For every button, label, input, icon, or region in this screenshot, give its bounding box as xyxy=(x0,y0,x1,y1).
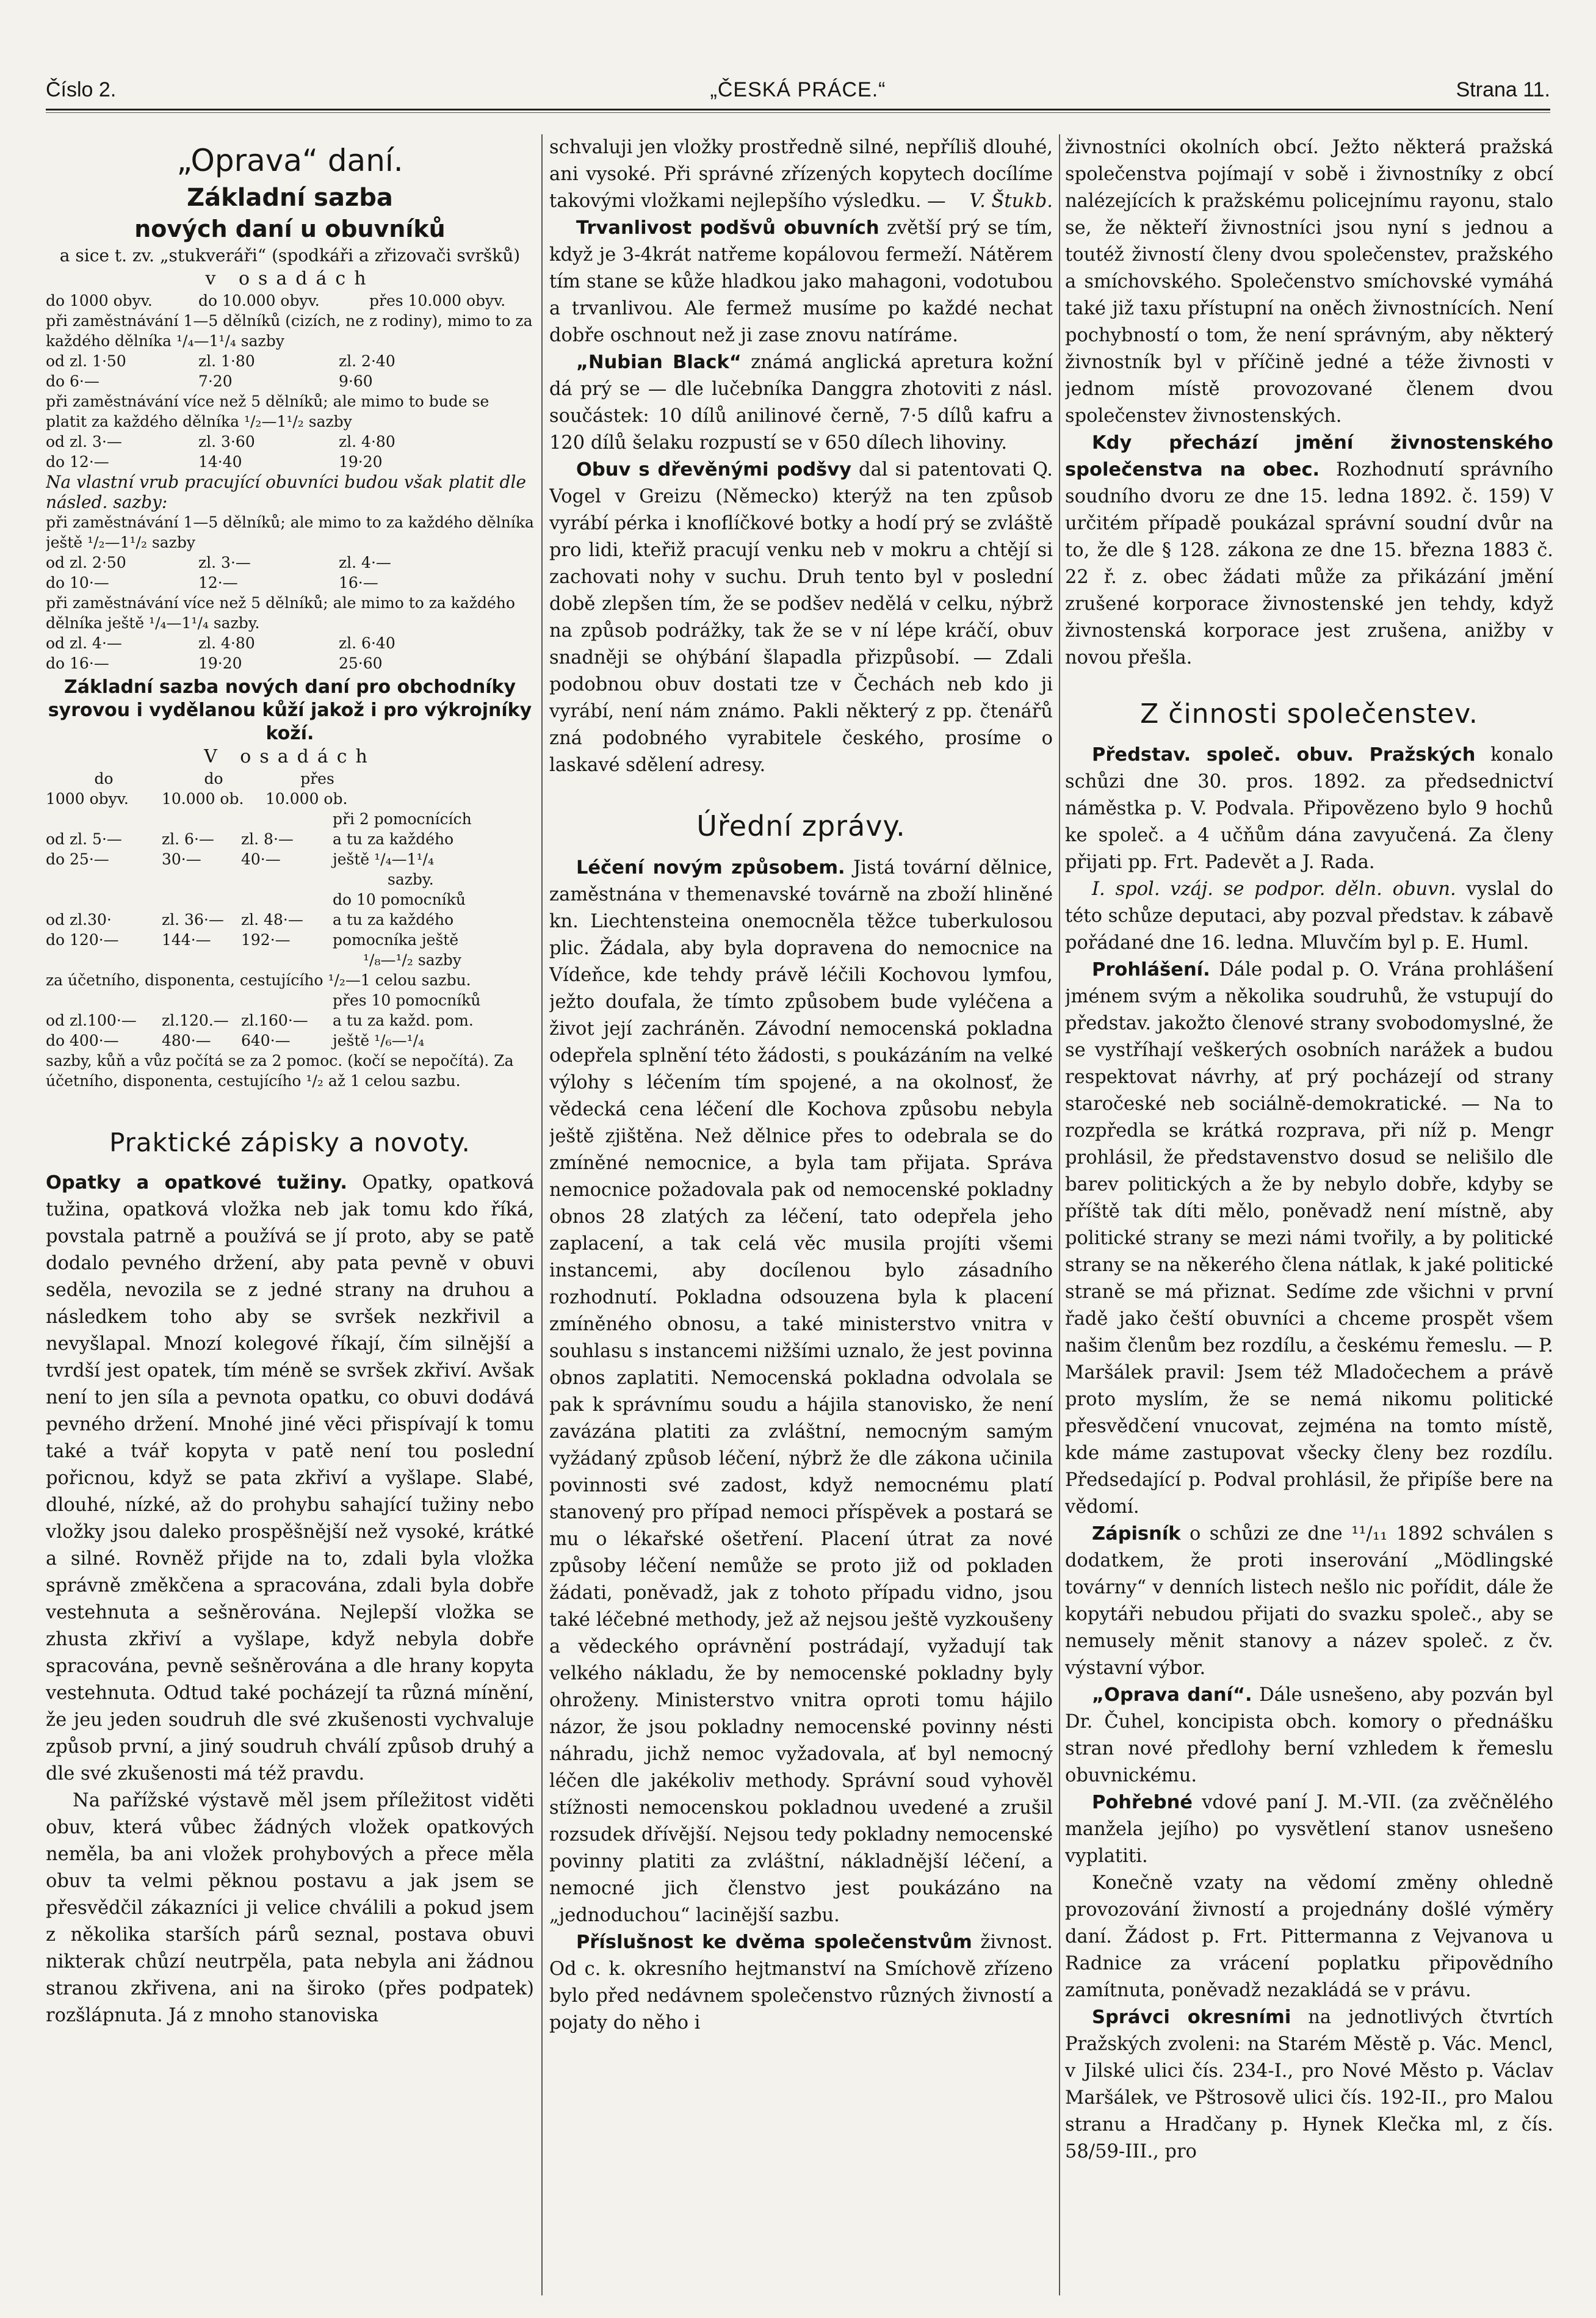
column-3 xyxy=(1065,134,1553,2295)
table-note: sazby, kůň a vůz počítá se za 2 pomoc. (kočí se nepočítá). Za účetního, disponenta, cestujícího ¹/₂ až 1 celou sazbu. xyxy=(46,1052,514,1090)
run-in-heading: Opatky a opatkové tužiny. xyxy=(46,1172,347,1193)
article-title: „Oprava“ daní. xyxy=(176,143,403,178)
table-note: ¹/₈—¹/₂ sazby xyxy=(363,951,461,969)
paragraph: Obuv s dřevěnými podšvy dal si patentovati Q. Vogel v Greizu (Německo) kterýž na ten způsob vyrábí pérka i knoflíčkové botky a hodí prý se zvláště pro lidi, kteřiž pracují venku neb v mokru a chtějí si zachovati nohy v suchu. Druh tento byl v poslední době zlepšen tím, že se podšev nedělá v celku, nýbrž na způsob podrážky, tak že se v ní lépe kráčí, obuv snadněji se ohýbání šlapadla přizpůsobí. — Zdali podobnou obuv dostati tze v Čechách neb kdo ji vyrábí, není nám známo. Pakli některý z pp. čtenářů zná podobného vyrabitele českého, prosíme o laskavé sdělení adresy. xyxy=(549,459,1053,776)
paragraph: Zápisník o schůzi ze dne ¹¹/₁₁ 1892 schválen s dodatkem, že proti inserování „Mödlingské továrny“ v denních listech nešlo nic pořídit, dále že kopytáři nebudou přijati do svazku společ., aby se nemusely měnit stanovy a název společ. z čv. výstavní výbor. xyxy=(1065,1523,1553,1679)
run-in-heading: Zápisník xyxy=(1092,1523,1181,1545)
masthead-title: „ČESKÁ PRÁCE.“ xyxy=(710,78,886,101)
header-rule-thin xyxy=(46,112,1550,113)
paragraph: Léčení novým způsobem. Jistá tovární dělnice, zaměstnána v themenavské továrně na zboží hliněné kn. Liechtensteina onemocněla těžce tuberkulosou plic. Žádala, aby byla dopravena do nemocnice na Vídeňce, kde tehdy právě léčili Kochovou lymfou, ježto doufala, že tímto způsobem bude vyléčena a život její zachráněn. Závodní nemocenská pokladna odepřela splnění této žádosti, s poukázáním na velké výlohy s léčením tím spojené, a na okolnosť, že vědecká cena léčení dle Kochova způsobu nebyla ještě zjištěna. Než dělnice přes to odebrala se do zmíněné nemocnice, a byla tam přijata. Správa nemocnice požadovala pak od nemocenské pokladny obnos 28 zlatých za léčení, tato odepřela jeho zaplacení, a tak celá věc musila projíti všemi instancemi, aby docílenou bylo zásadního rozhodnutí. Pokladna odsouzena byla k placení zmíněného obnosu, a také ministerstvo vnitra v souhlasu s instancemi nižšími uznalo, že jest povinna obnos zaplatiti. Nemocenská pokladna odvolala se pak k správnímu soudu a hájila stanovisko, že není zavázána platiti za zvláštní, nemocným samým vyžádaný způsob léčení, nýbrž že dle zákona učinila povinnosti své zadost, když nemocnému platí stanovený pro případ nemoci příspěvek a postará se mu o lékařské ošetření. Placení útrat za nové způsoby léčení nemůže se proto již od pokladen žádati, poněvadž, jak z tohoto případu vidno, jsou také léčebné methody, jež až nejsou ještě vyzkoušeny a vědeckého oprávnění postrádají, vyžadují tak velkého nákladu, že by nemocenské pokladny byly ohroženy. Ministerstvo vnitra oproti tomu hájilo názor, že jsou pokladny nemocenské povinny nésti náhradu, jichž nemoc vyžadovala, ať byl nemocný léčen dle jakékoliv methody. Správní soud vyhověl stížnosti nemocenskou pokladnou uvedené a zrušil rozsudek dřívější. Nejsou tedy pokladny nemocenské povinny platiti za zvláštní, nákladnější léčení, a nemocné jich členstvo jest poukázáno na „jednoduchou“ lacinější sazbu. xyxy=(549,857,1053,1926)
tax-table xyxy=(46,244,534,1091)
table-caption: v osadách xyxy=(205,268,375,289)
run-in-heading: Prohlášení. xyxy=(1092,959,1210,980)
paragraph: Prohlášení. Dále podal p. O. Vrána prohlášení jménem svým a několika soudruhů, že vstupují do představ. jakožto členové strany svobodomyslné, že se vystříhají veškerých osobních narážek a budou respektovat návrhy, ať prý pocházejí od strany staročeské neb sociálně-demokratické. — Na to rozpředla se krátká rozprava, při níž p. Mengr prohlásil, že představenstvo dosud se nelišilo dle barev politických a že by nebylo dobře, kdyby se příště tak díti mělo, poněvadž není místně, aby politické strany se mezi námi tvořily, a by politické strany se na někerého člena nátlak, k jaké politické straně se má přiznat. Sedíme zde všichni v první řadě jako čeští obuvníci a chceme prospět všem našim členům bez rozdílu, a českému řemeslu. — P. Maršálek pravil: Jsem též Mladočechem a právě proto myslím, že se nemá nikomu politické přesvědčení vnucovat, zejména na tomto místě, kde máme zastupovat všecky členy bez rozdílu. Předsedající p. Podval prohlásil, že připíše bere na vědomí. xyxy=(1065,959,1553,1518)
run-in-heading: Pohřebné xyxy=(1092,1792,1193,1813)
table-note: přes 10 pomocníků xyxy=(333,991,481,1009)
column-1 xyxy=(46,134,534,2295)
table-row: 1000 obyv. 10.000 ob. 10.000 ob. xyxy=(46,790,348,808)
run-in-heading: Kdy přechází jmění živnostenského společenstva na obec. xyxy=(1065,432,1553,480)
column-2 xyxy=(549,134,1053,2295)
run-in-heading: Obuv s dřevěnými podšvy xyxy=(576,459,851,480)
paragraph: živnostníci okolních obcí. Ježto některá pražská společenstva pojímají v sobě i živnostníky z obcí nalézejících k pražskému policejnímu rayonu, stalo se, že někteří živnostníci jsou nyní s jednou a toutéž živností členy dvou společenstev, pražského a smíchovského. Společenstvo smíchovské vymáhá také již taxu přístupní na oněch živnostnících. Není pochybností o tom, že není správným, aby některý živnostník byl v příčině jedné a téže živnosti v jednom místě provozované členem dvou společenstev živnostenských. xyxy=(1065,137,1553,427)
paragraph: Konečně vzaty na vědomí změny ohledně provozování živností a projednány došlé výměry daní. Žádost p. Frt. Pittermanna z Vejvanova u Radnice za vrácení poplatku připovědního zamítnuta, poněvadž nezakládá se v právu. xyxy=(1065,1872,1553,2001)
table-row: do do přes xyxy=(94,770,334,788)
table-note: při zaměstnávání 1—5 dělníků (cizích, ne z rodiny), mimo to za každého dělníka ¹/₄—1¹/₄ sazby xyxy=(46,312,533,350)
column-divider xyxy=(541,134,543,2295)
table-row: od zl. 5·— zl. 6·— zl. 8·— a tu za každého xyxy=(46,830,454,848)
table-note: při zaměstnávání více než 5 dělníků; ale mimo to za každého dělníka ještě ¹/₄—1¹/₄ sazby. xyxy=(46,594,515,632)
table-row: do 10·— 12·— 16·— xyxy=(46,574,378,592)
table-row: od zl. 1·50 zl. 1·80 zl. 2·40 xyxy=(46,352,395,370)
paragraph: „Oprava daní“. Dále usnešeno, aby pozván byl Dr. Čuhel, koncipista obch. komory o přednášku stran nové předlohy berní vzhledem k řemeslu obuvnickému. xyxy=(1065,1684,1553,1786)
paragraph: Opatky a opatkové tužiny. Opatky, opatková tužina, opatková vložka neb jak tomu kdo říká, povstala patrně a používá se jí proto, aby se patě dodalo pevného držení, aby pata pevně v obuvi seděla, nevozila se z jedné strany na druhou a následkem toho aby se svršek nezkřivil a nevyšlapal. Mnozí kolegové říkají, čím silnější a tvrdší jest opatek, tím méně se svršek zkřiví. Avšak není to jen síla a pevnota opatku, co obuvi dodává pevného držení. Mnohé jiné věci přispívají k tomu také a tvář kopyta v patě není tou poslední pořicnou, když se pata zkřiví a vyšlape. Slabé, dlouhé, nízké, až do prohybu sahající tužiny nebo vložky jsou daleko prospěšnější než vysoké, krátké a silné. Rovněž přijde na to, zdali byla vložka správně změkčena a spracována, zdali byla dobře vestehnuta a sešněrována. Nejlepší vložka se zhusta zkřiví a vyšlape, když nebyla dobře spracována, pevně sešněrována a dle hrany kopyta vestehnuta. Odtud také pocházejí ta různá mínění, že jeu jeden soudruh dle své zkušenosti vychvaluje způsob první, a jiný soudruh chválí způsob druhý a dle své zkušenosti má též pravdu. xyxy=(46,1172,534,1784)
table-row: do 6·— 7·20 9·60 xyxy=(46,372,373,390)
table-heading: Základní sazba nových daní pro obchodníky syrovou i vydělanou kůží jakož i pro výkrojníky koží. xyxy=(48,676,532,744)
run-in-heading: Představ. společ. obuv. Pražských xyxy=(1092,744,1476,766)
table-row: od zl.30· zl. 36·— zl. 48·— a tu za každého xyxy=(46,911,454,929)
section-heading: Úřední zprávy. xyxy=(696,809,906,842)
run-in-heading: „Nubian Black“ xyxy=(576,352,742,373)
table-row: do 16·— 19·20 25·60 xyxy=(46,654,383,672)
header-rule xyxy=(46,109,1550,110)
column-divider xyxy=(1059,134,1060,2295)
table-note: při zaměstnávání více než 5 dělníků; ale mimo to bude se platit za každého dělníka ¹/₂—1¹/₂ sazby xyxy=(46,393,489,430)
table-intro: a sice t. zv. „stukveráři“ (spodkáři a zřizovači svršků) xyxy=(59,245,521,266)
paragraph: Pohřebné vdové paní J. M.-VII. (za zvěčnělého manžela jejího) po vysvětlení stanov usnešeno vyplatiti. xyxy=(1065,1792,1553,1867)
run-in-heading: Trvanlivost podšvů obuvních xyxy=(576,217,879,239)
running-header xyxy=(46,72,1550,109)
page-number: Strana 11. xyxy=(1456,78,1550,101)
table-row: od zl. 4·— zl. 4·80 zl. 6·40 xyxy=(46,634,395,652)
paragraph: Trvanlivost podšvů obuvních zvětší prý se tím, když je 3-4krát natřeme kopálovou fermeží. Nátěrem tím stane se kůže hladkou jako mahagoni, vodotubou a trvanlivou. Ale fermež musíme po každé nechat dobře oschnout než ji zase znovu natíráme. xyxy=(549,217,1053,346)
table-note: při zaměstnávání 1—5 dělníků; ale mimo to za každého dělníka ještě ¹/₂—1¹/₂ sazby xyxy=(46,513,534,551)
table-row: do 400·— 480·— 640·— ještě ¹/₆—¹/₄ xyxy=(46,1032,425,1049)
paragraph: schvaluji jen vložky prostředně silné, nepříliš dlouhé, ani vysoké. Při správné zřízených kopytech docílíme takovými vložkami nejlepšího výsledku. — V. Štukb. xyxy=(549,134,1053,215)
table-row: do 1000 obyv. do 10.000 obyv. přes 10.000 obyv. xyxy=(46,292,506,310)
author-signature: V. Štukb. xyxy=(969,190,1053,212)
run-in-heading: Léčení novým způsobem. xyxy=(576,857,845,878)
table-row: do 25·— 30·— 40·— ještě ¹/₄—1¹/₄ xyxy=(46,850,435,868)
table-note: Na vlastní vrub pracující obuvníci budou však platit dle násled. sazby: xyxy=(46,472,526,512)
table-row: do 12·— 14·40 19·20 xyxy=(46,453,383,471)
run-in-heading: I. spol. vzáj. se podpor. děln. obuvn. xyxy=(1092,878,1456,900)
issue-number: Číslo 2. xyxy=(46,78,117,101)
table-note: sazby. xyxy=(388,871,434,888)
run-in-heading: „Oprava daní“. xyxy=(1092,1684,1252,1706)
table-row: do 120·— 144·— 192·— pomocníka ještě xyxy=(46,931,459,949)
table-row: od zl. 2·50 zl. 3·— zl. 4·— xyxy=(46,554,391,571)
article-subtitle: Základní sazba xyxy=(187,184,393,212)
table-row: od zl. 3·— zl. 3·60 zl. 4·80 xyxy=(46,433,395,451)
table-row: od zl.100·— zl.120.— zl.160·— a tu za každ. pom. xyxy=(46,1012,474,1029)
paragraph: Na pařížské výstavě měl jsem příležitost viděti obuv, která vůbec žádných vložek opatkových neměla, ba ani vložek prohybových a přece měla obuv ta velmi pěknou postavu a jak jsem se přesvědčil zákazníci ji velice chválili a pokud jsem z několika starších párů seznal, postava obuvi nikterak chůzí neutrpěla, pata nebyla ani žádnou stranou zkřivena, ani na široko (přes podpatek) rozšlápnuta. Já z mnoho stanoviska xyxy=(46,1790,534,2026)
paragraph: Kdy přechází jmění živnostenského společenstva na obec. Rozhodnutí správního soudního dvoru ze dne 15. ledna 1892. č. 159) V určitém případě poukázal správní soudní dvůr na to, že dle § 128. zákona ze dne 15. března 1883 č. 22 ř. z. obec žádati může za přikázání jmění zrušené korporace živnostenské jen tehdy, když živnostenská korporace jest zrušena, anižby v novou přešla. xyxy=(1065,432,1553,668)
paragraph: Představ. společ. obuv. Pražských konalo schůzi dne 30. pros. 1892. za předsednictví náměstka p. V. Podvala. Připovězeno bylo 9 hochů ke společ. a 4 učňům dána zavyučená. Za členy přijati pp. Frt. Padevět a J. Rada. xyxy=(1065,744,1553,873)
paragraph: Příslušnost ke dvěma společenstvům živnost. Od c. k. okresního hejtmanství na Smíchově zřízeno bylo před nedávnem společenstvo různých živností a pojaty do něho i xyxy=(549,1932,1053,2034)
table-caption: V osadách xyxy=(204,746,376,767)
section-heading: Praktické zápisky a novoty. xyxy=(109,1128,471,1157)
section-heading: Z činnosti společenstev. xyxy=(1140,698,1478,730)
table-note: při 2 pomocnících xyxy=(333,810,472,828)
table-note: za účetního, disponenta, cestujícího ¹/₂—1 celou sazbu. xyxy=(46,971,471,989)
paragraph: I. spol. vzáj. se podpor. děln. obuvn. vyslal do této schůze deputaci, aby pozval představ. k zábavě pořádané dne 16. ledna. Mluvčím byl p. E. Huml. xyxy=(1065,878,1553,954)
paragraph: Správci okresními na jednotlivých čtvrtích Pražských zvoleni: na Starém Městě p. Vác. Mencl, v Jilské ulici čís. 234-I., pro Nové Město p. Václav Maršálek, ve Pštrosově ulici čís. 192-II., pro Malou stranu a Hradčany p. Hynek Klečka ml, z čís. 58/59-III., pro xyxy=(1065,2007,1553,2162)
table-note: do 10 pomocníků xyxy=(333,891,466,908)
article-subtitle: nových daní u obuvníků xyxy=(134,216,446,242)
paragraph: „Nubian Black“ známá anglická apretura kožní dá prý se — dle lučebníka Danggra zhotoviti z násl. součástek: 10 dílů anilinové černě, 7·5 dílů kafru a 120 dílů šelaku rozpustí se v 650 dílech lihoviny. xyxy=(549,352,1053,454)
run-in-heading: Správci okresními xyxy=(1092,2007,1291,2028)
run-in-heading: Příslušnost ke dvěma společenstvům xyxy=(576,1932,972,1953)
